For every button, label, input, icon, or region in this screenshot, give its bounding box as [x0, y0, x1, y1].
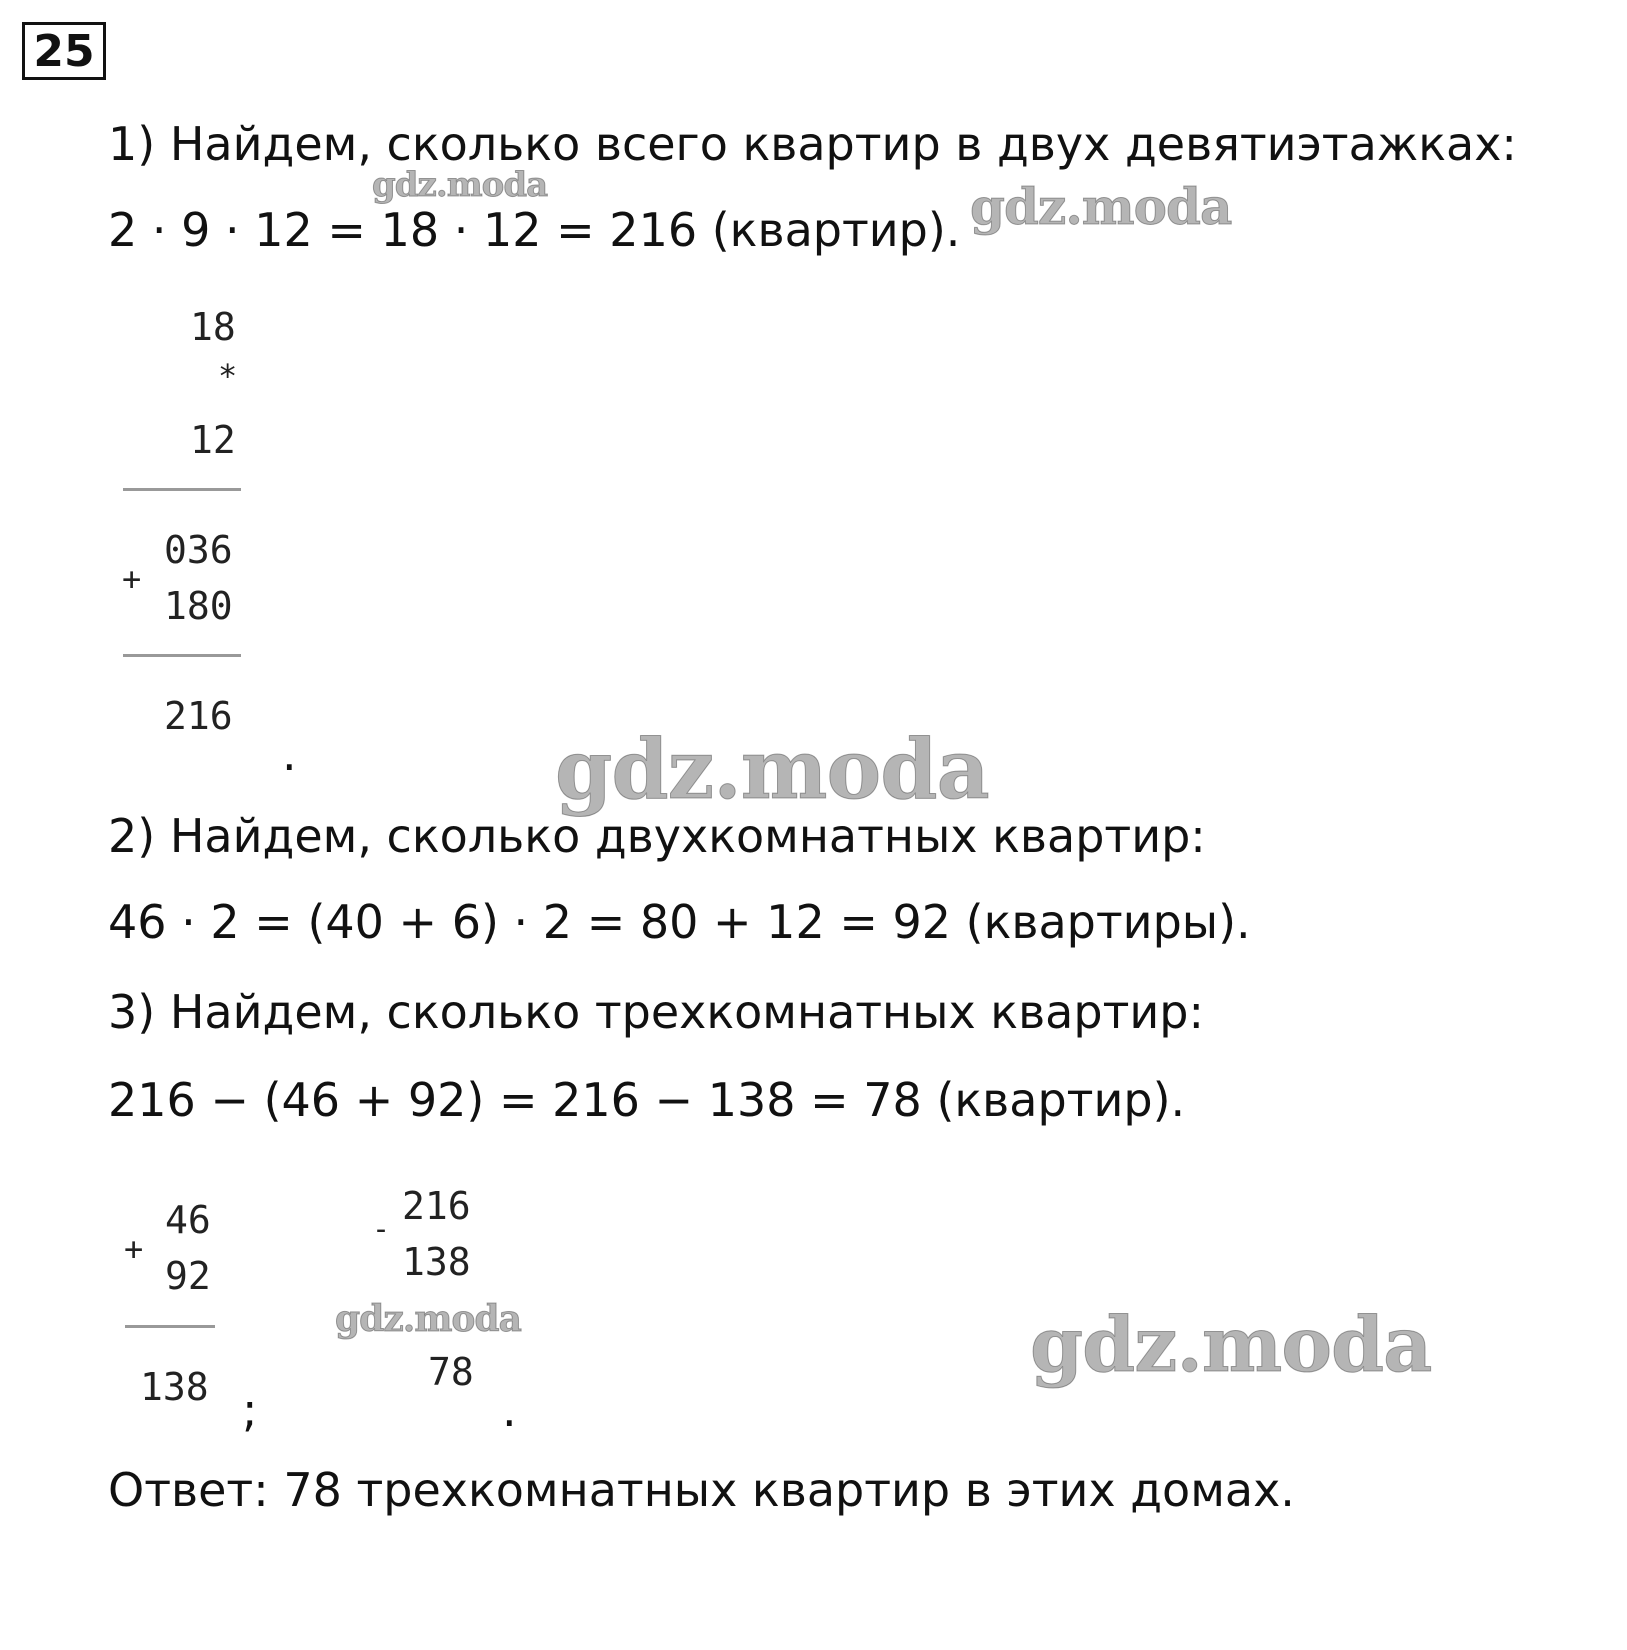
watermark-logo: gdz.moda: [555, 722, 989, 818]
step1-calc: 2 · 9 · 12 = 18 · 12 = 216 (квартир).: [108, 203, 961, 257]
step1-text: 1) Найдем, сколько всего квартир в двух девятиэтажках:: [108, 117, 1517, 171]
watermark-logo: gdz.moda: [1030, 1300, 1432, 1389]
sub-operand-a: 216: [402, 1184, 471, 1228]
watermark-logo: gdz.moda: [335, 1298, 521, 1340]
step2-calc: 46 · 2 = (40 + 6) · 2 = 80 + 12 = 92 (квартиры).: [108, 895, 1251, 949]
mult-rule-1: [123, 488, 241, 491]
mult-partial-2: 180: [164, 584, 233, 628]
mult-operator: *: [218, 357, 238, 395]
add-operand-b: 92: [165, 1254, 211, 1298]
sub-operand-b: 138: [402, 1240, 471, 1284]
sub-end-mark: .: [502, 1383, 517, 1437]
answer-text: Ответ: 78 трехкомнатных квартир в этих домах.: [108, 1463, 1295, 1517]
sub-result: 78: [428, 1350, 474, 1394]
mult-rule-2: [123, 654, 241, 657]
watermark-logo: gdz.moda: [970, 177, 1232, 236]
mult-partial-1: 036: [164, 528, 233, 572]
watermark-logo: gdz.moda: [372, 165, 548, 205]
mult-end-mark: .: [282, 727, 297, 781]
task-number: 25: [22, 22, 106, 80]
add-end-mark: ;: [242, 1383, 258, 1437]
step2-text: 2) Найдем, сколько двухкомнатных квартир:: [108, 809, 1206, 863]
mult-operand-b: 12: [190, 418, 236, 462]
mult-operand-a: 18: [190, 305, 236, 349]
mult-result: 216: [164, 694, 233, 738]
step3-calc: 216 − (46 + 92) = 216 − 138 = 78 (квартир).: [108, 1073, 1186, 1127]
step3-text: 3) Найдем, сколько трехкомнатных квартир:: [108, 985, 1204, 1039]
add-result: 138: [140, 1365, 209, 1409]
sub-minus-sign: -: [372, 1212, 391, 1247]
add-rule: [125, 1325, 215, 1328]
add-plus-sign: +: [124, 1230, 144, 1268]
add-operand-a: 46: [165, 1198, 211, 1242]
mult-plus-sign: +: [122, 560, 142, 598]
